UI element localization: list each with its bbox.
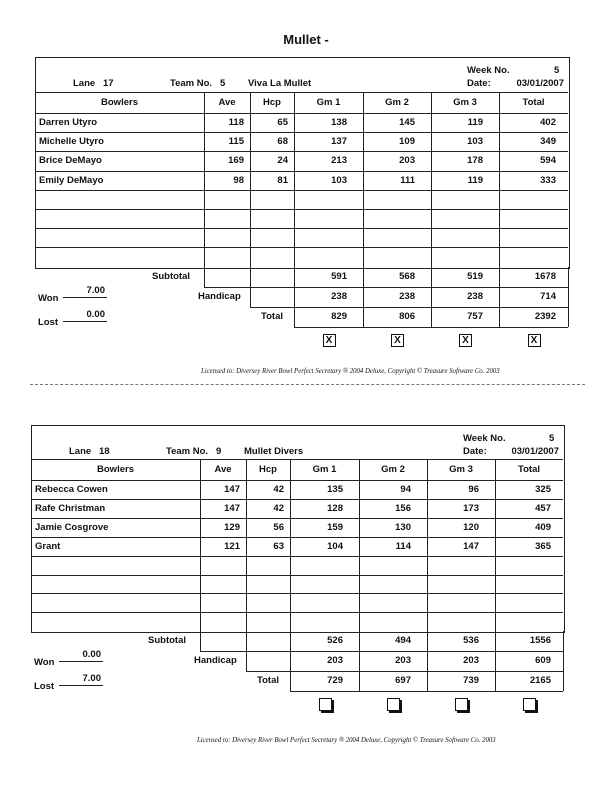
total-label: Total (257, 675, 279, 687)
bowler-ave: 118 (228, 117, 244, 128)
bowler-hcp: 63 (273, 540, 284, 552)
bowler-g1: 104 (327, 540, 343, 552)
week-number: 5 (549, 433, 555, 444)
summary-rule (246, 631, 247, 671)
team-number: 9 (216, 446, 222, 457)
totals-value: 806 (399, 310, 415, 322)
subtotal-value: 536 (463, 635, 479, 647)
bowler-g1: 135 (327, 484, 343, 495)
bowler-ave: 147 (224, 502, 240, 514)
bowler-g2: 145 (399, 117, 415, 128)
totals-value: 829 (331, 310, 347, 322)
bowler-g2: 130 (395, 521, 411, 533)
subtotal-value: 519 (467, 270, 483, 282)
bowler-total: 457 (535, 502, 551, 514)
bowler-total: 409 (535, 521, 551, 533)
bowler-name: Michelle Utyro (39, 136, 104, 148)
row-rule (31, 537, 563, 538)
subtotal-value: 1556 (529, 635, 551, 647)
summary-rule (200, 631, 201, 651)
bowler-hcp: 24 (277, 155, 288, 167)
game-win-checkbox[interactable]: X (391, 334, 404, 347)
row-rule (31, 518, 563, 519)
game-win-checkbox[interactable] (387, 698, 400, 711)
bowler-hcp: 42 (273, 484, 284, 495)
game-win-checkbox[interactable] (319, 698, 332, 711)
lost-underline (59, 685, 103, 686)
bowler-name: Rafe Christman (35, 502, 106, 514)
header-gm3: Gm 3 (449, 464, 473, 475)
bowler-total: 349 (540, 136, 556, 148)
header-top-rule (31, 459, 563, 460)
bowler-ave: 169 (228, 155, 244, 167)
handicap-value: 238 (467, 290, 483, 302)
subtotal-label: Subtotal (152, 270, 190, 282)
license-footer: Licensed to: Diversey River Bowl Perfect Secretary ® 2004 Deluxe, Copyright © Treasure Software Co. 2003 (201, 368, 500, 375)
subtotal-label: Subtotal (148, 635, 186, 647)
bowler-g2: 109 (399, 136, 415, 148)
bowler-g3: 120 (463, 521, 479, 533)
bowler-g1: 137 (331, 136, 347, 148)
totals-value: 729 (327, 675, 343, 687)
team-name: Mullet Divers (244, 446, 304, 457)
bowler-g1: 159 (327, 521, 343, 533)
header-gm3: Gm 3 (453, 97, 477, 108)
bowler-hcp: 42 (273, 502, 284, 514)
lost-value: 0.00 (86, 308, 105, 320)
bowler-name: Rebecca Cowen (35, 484, 108, 495)
handicap-value: 203 (327, 655, 343, 667)
game-win-checkbox[interactable] (523, 698, 536, 711)
bowler-g1: 138 (331, 117, 347, 128)
bowler-hcp: 81 (277, 174, 288, 186)
bowler-g1: 128 (327, 502, 343, 514)
bowler-hcp: 65 (277, 117, 288, 128)
bowler-g2: 203 (399, 155, 415, 167)
bowler-g1: 103 (331, 174, 347, 186)
team-label: Team No. (170, 78, 213, 89)
bowler-name: Grant (35, 540, 61, 552)
bowler-ave: 129 (224, 521, 240, 533)
bowler-g2: 94 (400, 484, 411, 495)
lane-number: 17 (103, 78, 114, 89)
header-gm2: Gm 2 (381, 464, 405, 475)
bowler-name: Emily DeMayo (39, 174, 104, 186)
row-rule (31, 612, 563, 613)
game-win-checkbox[interactable]: X (528, 334, 541, 347)
lane-label: Lane (69, 446, 92, 457)
header-total: Total (522, 97, 545, 108)
subtotal-value: 1678 (534, 270, 556, 282)
lost-label: Lost (34, 681, 55, 693)
handicap-rule (246, 671, 563, 672)
date-label: Date: (467, 78, 491, 89)
header-hcp: Hcp (259, 464, 277, 475)
bowler-g1: 213 (331, 155, 347, 167)
lost-label: Lost (38, 316, 59, 328)
team-number: 5 (220, 78, 226, 89)
bowler-g2: 156 (395, 502, 411, 514)
bowler-ave: 115 (228, 136, 244, 148)
handicap-value: 609 (535, 655, 551, 667)
bowler-total: 594 (540, 155, 556, 167)
row-rule (31, 593, 563, 594)
bowler-g3: 147 (463, 540, 479, 552)
header-gm1: Gm 1 (316, 97, 341, 108)
lost-value: 7.00 (82, 673, 101, 685)
license-footer: Licensed to: Diversey River Bowl Perfect Secretary ® 2004 Deluxe, Copyright © Treasure Software Co. 2003 (197, 737, 496, 744)
bowler-g3: 119 (467, 174, 483, 186)
totals-value: 2392 (534, 310, 556, 322)
total-rule (290, 691, 563, 692)
game-win-checkbox[interactable]: X (323, 334, 336, 347)
bowler-hcp: 68 (277, 136, 288, 148)
lane-number: 18 (99, 446, 110, 457)
header-bowlers: Bowlers (97, 464, 134, 475)
game-win-checkbox[interactable] (455, 698, 468, 711)
row-rule (31, 575, 563, 576)
game-win-checkbox[interactable]: X (459, 334, 472, 347)
bowler-name: Darren Utyro (39, 117, 98, 128)
team-name: Viva La Mullet (248, 78, 312, 89)
handicap-value: 714 (540, 290, 556, 302)
handicap-label: Handicap (198, 290, 241, 302)
header-ave: Ave (214, 464, 232, 475)
week-label: Week No. (463, 433, 506, 444)
totals-value: 2165 (529, 675, 551, 687)
bowler-total: 333 (540, 174, 556, 186)
handicap-label: Handicap (194, 655, 237, 667)
total-label: Total (261, 310, 283, 322)
header-hcp: Hcp (263, 97, 281, 108)
header-gm2: Gm 2 (385, 97, 409, 108)
totals-value: 757 (467, 310, 483, 322)
week-label: Week No. (467, 65, 510, 76)
bowler-ave: 147 (224, 484, 240, 495)
won-label: Won (38, 292, 59, 304)
bowler-ave: 98 (233, 174, 244, 186)
week-number: 5 (554, 65, 560, 76)
subtotal-value: 591 (331, 270, 347, 282)
subtotal-rule (200, 651, 563, 652)
handicap-value: 238 (399, 290, 415, 302)
date-value: 03/01/2007 (511, 446, 559, 457)
header-ave: Ave (218, 97, 236, 108)
row-rule (31, 499, 563, 500)
bowler-g3: 103 (467, 136, 483, 148)
bowler-g3: 119 (467, 117, 483, 128)
row-rule (31, 556, 563, 557)
handicap-value: 238 (331, 290, 347, 302)
header-gm1: Gm 1 (312, 464, 337, 475)
bowler-total: 402 (540, 117, 556, 128)
subtotal-value: 568 (399, 270, 415, 282)
handicap-value: 203 (395, 655, 411, 667)
subtotal-value: 494 (395, 635, 411, 647)
header-total: Total (518, 464, 540, 475)
won-underline (59, 661, 103, 662)
bowler-total: 365 (535, 540, 551, 552)
summary-rule (563, 631, 564, 691)
handicap-value: 203 (463, 655, 479, 667)
bowler-g3: 173 (463, 502, 479, 514)
bowler-name: Jamie Cosgrove (35, 521, 109, 533)
subtotal-value: 526 (327, 635, 343, 647)
header-bottom-rule (31, 480, 563, 481)
totals-value: 739 (463, 675, 479, 687)
bowler-g2: 114 (395, 540, 411, 552)
bowler-name: Brice DeMayo (39, 155, 102, 167)
page-title: Mullet - (283, 32, 329, 47)
bowler-total: 325 (535, 484, 551, 495)
bowler-g3: 96 (468, 484, 479, 495)
team-label: Team No. (166, 446, 209, 457)
totals-value: 697 (395, 675, 411, 687)
bowler-ave: 121 (224, 540, 240, 552)
header-bowlers: Bowlers (101, 97, 138, 108)
lane-label: Lane (73, 78, 96, 89)
won-label: Won (34, 657, 55, 669)
won-value: 7.00 (86, 284, 105, 296)
date-value: 03/01/2007 (516, 78, 564, 89)
bowler-g3: 178 (467, 155, 483, 167)
won-value: 0.00 (82, 649, 101, 661)
bowler-hcp: 56 (273, 521, 284, 533)
date-label: Date: (463, 446, 487, 457)
bowler-g2: 111 (400, 174, 415, 186)
